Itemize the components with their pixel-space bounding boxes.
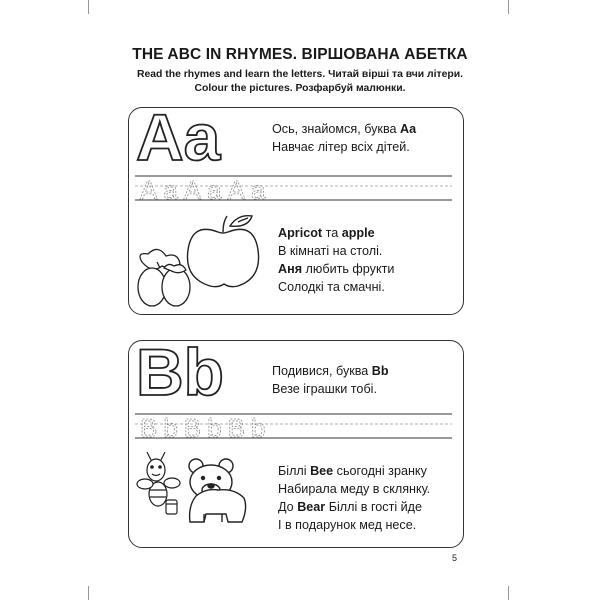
instructions-line-1: Read the rhymes and learn the letters. Читай вірші та вчи літери. [136,69,464,80]
svg-text:Aa: Aa [136,100,221,174]
rhyme-line: Везе іграшки тобі. [272,382,377,396]
rhyme-line: Apricot та apple [278,226,375,240]
tracing-letters-a: AaAaAa [140,175,272,205]
instructions-line-2: Colour the pictures. Розфарбуй малюнки. [194,83,406,94]
rhyme-line: Ось, знайомся, буква Aa [272,122,417,136]
rhyme-line: В кімнаті на столі. [278,244,383,258]
tracing-letters-b: BbBbBb [140,413,272,443]
page-number: 5 [452,553,458,563]
rhyme-b-bee-bear [278,462,430,534]
rhyme-line: До Bear Біллі в гості йде [278,500,423,514]
rhyme-line: Аня любить фрукти [278,262,395,276]
rhyme-line: Біллі Bee сьогодні зранку [278,464,427,478]
rhyme-line: І в подарунок мед несе. [278,518,417,532]
page-title: THE ABC IN RHYMES. ВІРШОВАНА АБЕТКА [132,46,468,63]
svg-text:Bb: Bb [136,335,224,409]
rhyme-line: Навчає літер всіх дітей. [272,140,410,154]
rhyme-line: Подивися, буква Bb [272,364,389,378]
rhyme-line: Набирала меду в склянку. [278,482,431,496]
rhyme-line: Солодкі та смачні. [278,280,385,294]
